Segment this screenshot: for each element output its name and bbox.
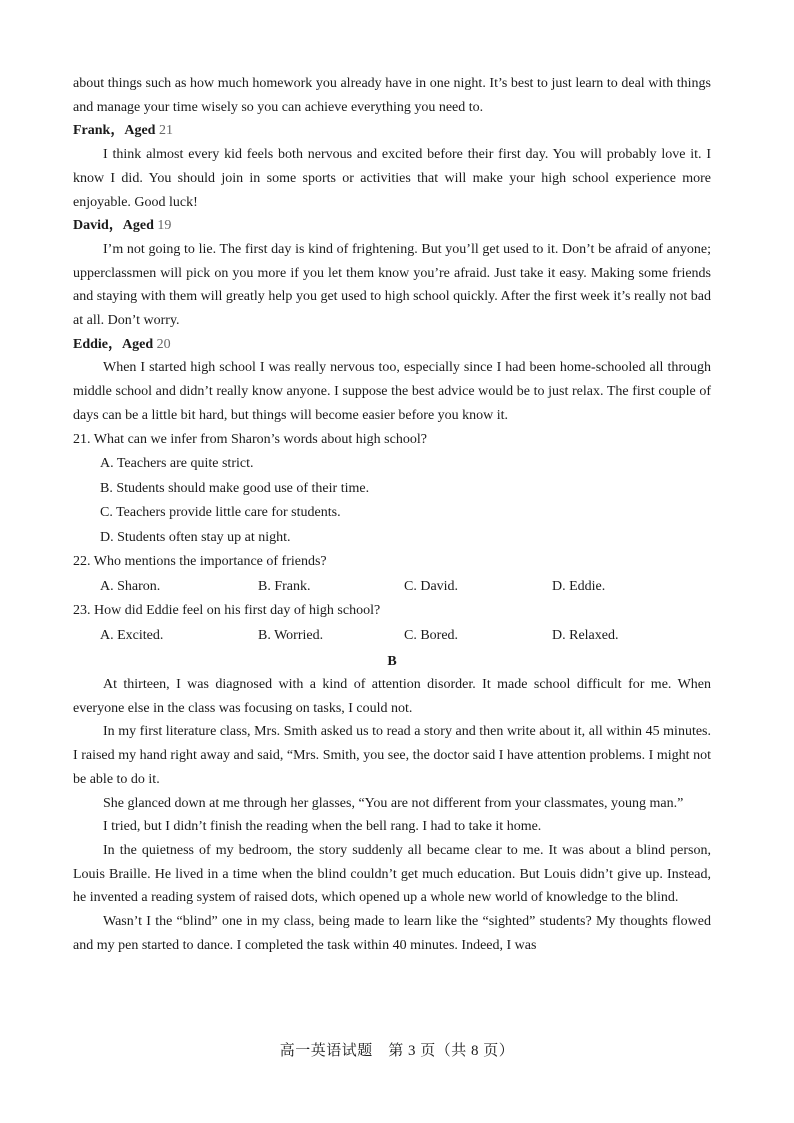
passage-paragraph: At thirteen, I was diagnosed with a kind of attention disorder. It made school difficult for me. When everyone else in the class was focusing on tasks, I could not. (73, 677, 711, 716)
option-23-d: D. Relaxed. (552, 627, 619, 643)
speaker-frank (73, 119, 711, 143)
response-eddie: When I started high school I was really nervous too, especially since I had been home-schooled all through middle school and didn’t really know anyone. I suppose the best advice would be to just relax. The first couple of days can be a little bit hard, but things will become easier before you know it. (73, 360, 711, 423)
options-22 (100, 575, 711, 600)
intro-paragraph: about things such as how much homework you already have in one night. It’s best to just learn to deal with things and manage your time wisely so you can achieve everything you need to. (73, 76, 711, 115)
exam-page (73, 72, 711, 957)
question-23: 23. How did Eddie feel on his first day of high school? (73, 603, 381, 619)
speaker-age: 21 (158, 123, 173, 139)
option-22-a: A. Sharon. (100, 578, 161, 594)
section-b-heading: B (387, 654, 397, 670)
speaker-name: Frank，Aged (73, 123, 156, 139)
option-23-b: B. Worried. (258, 627, 324, 643)
passage-paragraph: Wasn’t I the “blind” one in my class, being made to learn like the “sighted” students? My thoughts flowed and my pen started to dance. I completed the task within 40 minutes. Indeed, I was (73, 914, 711, 953)
option-22-b: B. Frank. (258, 578, 311, 594)
passage-paragraph: In the quietness of my bedroom, the story suddenly all became clear to me. It was about a blind person, Louis Braille. He lived in a time when the blind couldn’t get much education. But Louis didn’t give up. Instead, he invented a reading system of raised dots, which opened up a whole new world of knowledge to the blind. (73, 842, 711, 906)
option-22-c: C. David. (404, 578, 459, 594)
option-22-d: D. Eddie. (552, 578, 606, 594)
speaker-eddie (73, 333, 711, 357)
passage-paragraph: I tried, but I didn’t finish the reading when the bell rang. I had to take it home. (103, 819, 542, 835)
passage-paragraph: She glanced down at me through her glasses, “You are not different from your classmates, young man.” (103, 795, 684, 811)
question-21: 21. What can we infer from Sharon’s words about high school? (73, 431, 427, 447)
option-21-c: C. Teachers provide little care for students. (100, 505, 341, 521)
option-21-d: D. Students often stay up at night. (100, 529, 291, 545)
speaker-name: David，Aged (73, 218, 154, 234)
option-23-a: A. Excited. (100, 627, 164, 643)
option-21-b: B. Students should make good use of their time. (100, 480, 370, 496)
option-23-c: C. Bored. (404, 627, 459, 643)
passage-paragraph: In my first literature class, Mrs. Smith asked us to read a story and then write about it, all within 45 minutes. I raised my hand right away and said, “Mrs. Smith, you see, the doctor said I have attention problems. I might not be able to do it. (73, 724, 711, 787)
speaker-name: Eddie，Aged (73, 336, 154, 352)
speaker-age: 20 (156, 336, 171, 352)
speaker-david (73, 214, 711, 238)
response-frank: I think almost every kid feels both nervous and excited before their first day. You will probably love it. I know I did. You should join in some sports or activities that will make your high school experience more enjoyable. Good luck! (73, 147, 711, 210)
option-21-a: A. Teachers are quite strict. (100, 456, 254, 472)
page-footer: 高一英语试题 第 3 页（共 8 页） (279, 1043, 515, 1059)
speaker-age: 19 (157, 218, 172, 234)
response-david: I’m not going to lie. The first day is kind of frightening. But you’ll get used to it. Don’t be afraid of anyone; upperclassmen will pick on you more if you let them know you’re afraid. Just take it easy. Making some friends and staying with them will greatly help you get used to high school quickly. After the first week it’s really not bad at all. Don’t worry. (73, 241, 711, 329)
question-22: 22. Who mentions the importance of friends? (73, 554, 327, 570)
options-23 (100, 624, 711, 649)
